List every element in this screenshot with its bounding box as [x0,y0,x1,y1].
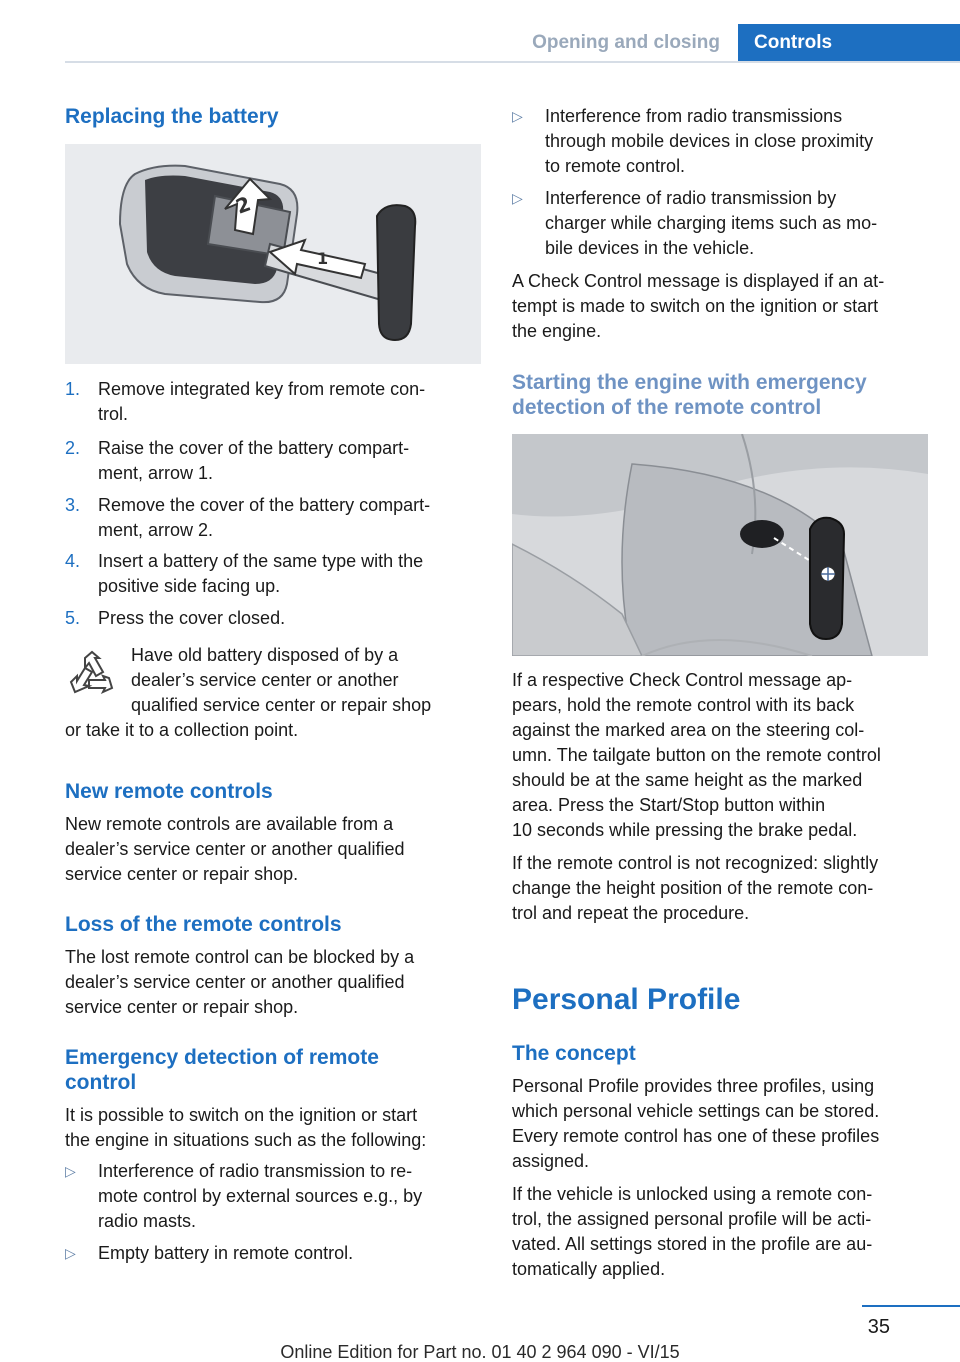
paragraph-line: It is possible to switch on the ignition or start [65,1105,418,1125]
list-item-step-4 [65,549,481,599]
step-text-line: Remove integrated key from remote con- [98,379,426,399]
paragraph-line: trol, the assigned personal profile will be acti- [512,1209,872,1229]
bullet-text-line: Interference from radio transmissions [545,106,843,126]
paragraph-line: New remote controls are available from a [65,814,394,834]
arrow-2-label: 2 [232,191,254,219]
triangle-bullet-icon: ▷ [512,108,523,124]
step-text-line: Press the cover closed. [98,608,286,628]
bullet-item [512,186,928,261]
recycle-note-line: dealer’s service center or another [131,670,399,690]
triangle-bullet-icon: ▷ [65,1245,76,1261]
list-item-step-3 [65,493,481,543]
bullet-item [512,104,928,179]
paragraph-line: dealer’s service center or another qualified [65,839,405,859]
bullet-text-line: charger while charging items such as mo- [545,213,878,233]
paragraph-line: tomatically applied. [512,1259,666,1279]
paragraph-line: against the marked area on the steering col- [512,720,865,740]
bullet-text-line: Interference of radio transmission to re- [98,1161,413,1181]
heading-new-remote-controls: New remote controls [65,780,273,803]
bullet-text-line: bile devices in the vehicle. [545,238,755,258]
heading-starting-engine: Starting the engine with emergency [512,371,867,394]
heading-emergency-detection: Emergency detection of remote [65,1046,379,1069]
paragraph-line: the engine in situations such as the following: [65,1130,427,1150]
paragraph-line: If a respective Check Control message ap- [512,670,853,690]
bullet-item [65,1159,481,1234]
key-battery-illustration [65,144,481,364]
recycle-note-line: Have old battery disposed of by a [131,645,399,665]
paragraph-line: service center or repair shop. [65,864,299,884]
bullet-item [65,1241,481,1266]
list-item-step-1 [65,377,481,427]
step-text-line: Insert a battery of the same type with the [98,551,424,571]
paragraph-line: which personal vehicle settings can be stored. [512,1101,880,1121]
step-number: 3. [65,495,81,515]
list-item-step-5 [65,606,481,631]
heading-loss-remote-controls: Loss of the remote controls [65,913,342,936]
recycle-note-line: or take it to a collection point. [65,720,299,740]
step-number: 2. [65,438,81,458]
heading-the-concept: The concept [512,1042,636,1065]
bullet-text-line: Interference of radio transmission by [545,188,837,208]
bullet-text-line: Empty battery in remote control. [98,1243,354,1263]
paragraph-line: A Check Control message is displayed if an at- [512,271,885,291]
header-chapter-tab: Controls [738,24,960,63]
recycle-note-line: qualified service center or repair shop [131,695,432,715]
footer-edition: Online Edition for Part no. 01 40 2 964 090 - VI/15 [280,1342,680,1362]
paragraph-line: the engine. [512,321,602,341]
paragraph-line: pears, hold the remote control with its back [512,695,855,715]
bullet-text-line: through mobile devices in close proximity [545,131,874,151]
heading-starting-engine: detection of the remote control [512,396,822,419]
page-number: 35 [867,1316,890,1338]
paragraph-line: change the height position of the remote con- [512,878,874,898]
step-text-line: positive side facing up. [98,576,281,596]
heading-emergency-detection: control [65,1071,137,1094]
bullet-text-line: to remote control. [545,156,686,176]
paragraph-line: Every remote control has one of these profiles [512,1126,880,1146]
step-text-line: Raise the cover of the battery compart- [98,438,410,458]
key-battery-figure [65,144,481,364]
step-number: 4. [65,551,81,571]
paragraph-line: tempt is made to switch on the ignition or start [512,296,879,316]
paragraph-line: area. Press the Start/Stop button within [512,795,826,815]
paragraph-line: should be at the same height as the marked [512,770,863,790]
footer-divider [862,1305,960,1307]
triangle-bullet-icon: ▷ [65,1163,76,1179]
header-divider [65,61,960,63]
header-section-tab: Opening and closing [532,32,720,53]
triangle-bullet-icon: ▷ [512,190,523,206]
step-text-line: ment, arrow 2. [98,520,214,540]
steering-column-illustration [512,434,928,656]
recycle-icon [65,648,119,702]
heading-personal-profile: Personal Profile [512,983,741,1016]
paragraph-line: Personal Profile provides three profiles, using [512,1076,875,1096]
paragraph-line: umn. The tailgate button on the remote control [512,745,881,765]
steering-column-figure [512,434,928,656]
paragraph-line: vated. All settings stored in the profile are au- [512,1234,873,1254]
paragraph-line: assigned. [512,1151,590,1171]
step-text-line: Remove the cover of the battery compart- [98,495,431,515]
heading-replacing-battery: Replacing the battery [65,105,279,128]
arrow-1-label: 1 [317,249,329,268]
step-number: 1. [65,379,81,399]
paragraph-line: The lost remote control can be blocked by a [65,947,415,967]
bullet-text-line: radio masts. [98,1211,197,1231]
paragraph-line: service center or repair shop. [65,997,299,1017]
paragraph-line: If the remote control is not recognized: slightly [512,853,879,873]
step-text-line: trol. [98,404,129,424]
paragraph-line: dealer’s service center or another qualified [65,972,405,992]
bullet-text-line: mote control by external sources e.g., by [98,1186,423,1206]
paragraph-line: If the vehicle is unlocked using a remote con- [512,1184,873,1204]
paragraph-line: 10 seconds while pressing the brake pedal. [512,820,858,840]
step-text-line: ment, arrow 1. [98,463,214,483]
list-item-step-2 [65,436,481,486]
step-number: 5. [65,608,81,628]
paragraph-line: trol and repeat the procedure. [512,903,750,923]
